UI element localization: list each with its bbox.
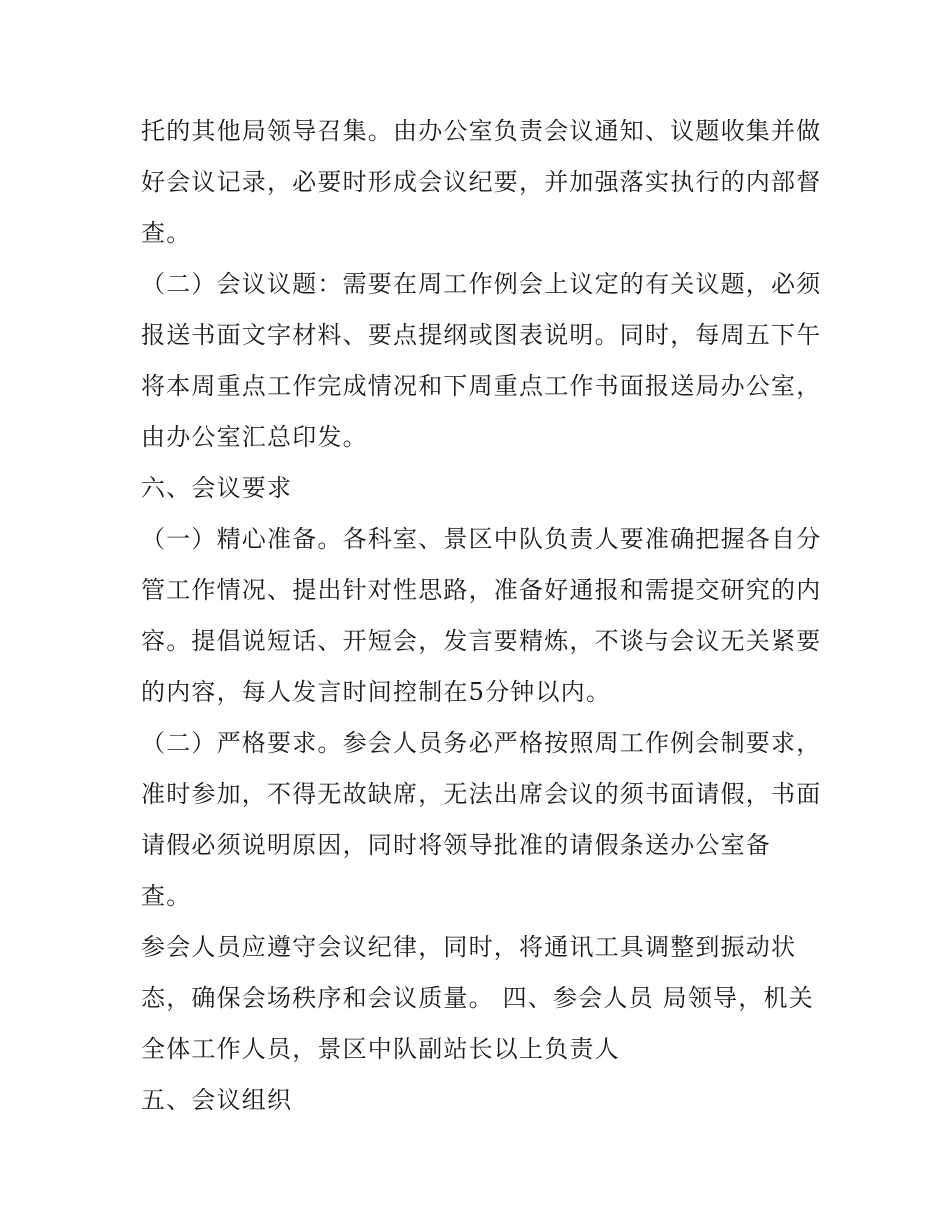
text-line: 态，确保会场秩序和会议质量。 四、参会人员 局领导，机关 [141,984,814,1012]
text-line: 全体工作人员，景区中队副站长以上负责人 [141,1035,620,1063]
text-line: （二）严格要求。参会人员务必严格按照周工作例会制要求， [141,729,822,757]
text-line: 将本周重点工作完成情况和下周重点工作书面报送局办公室， [141,372,822,400]
section-heading: 五、会议组织 [141,1086,293,1114]
text-line: 查。 [141,882,192,910]
text-line: 好会议记录，必要时形成会议纪要，并加强落实执行的内部督 [141,168,822,196]
text-line: 由办公室汇总印发。 [141,423,368,451]
text-line: （二）会议议题：需要在周工作例会上议定的有关议题，必须 [141,270,822,298]
text-line: （一）精心准备。各科室、景区中队负责人要准确把握各自分 [141,525,822,553]
text-line: 准时参加，不得无故缺席，无法出席会议的须书面请假，书面 [141,780,822,808]
text-line: 容。提倡说短话、开短会，发言要精炼，不谈与会议无关紧要 [141,627,822,655]
document-body [141,106,821,1126]
section-heading: 六、会议要求 [141,474,293,502]
text-line: 管工作情况、提出针对性思路，准备好通报和需提交研究的内 [141,576,822,604]
text-line: 托的其他局领导召集。由办公室负责会议通知、议题收集并做 [141,117,822,145]
text-line: 请假必须说明原因，同时将领导批准的请假条送办公室备 [141,831,771,859]
text-line: 的内容，每人发言时间控制在5分钟以内。 [141,678,612,706]
text-line: 查。 [141,219,192,247]
text-line: 报送书面文字材料、要点提纲或图表说明。同时，每周五下午 [141,321,822,349]
text-line: 参会人员应遵守会议纪律，同时，将通讯工具调整到振动状 [141,933,797,961]
